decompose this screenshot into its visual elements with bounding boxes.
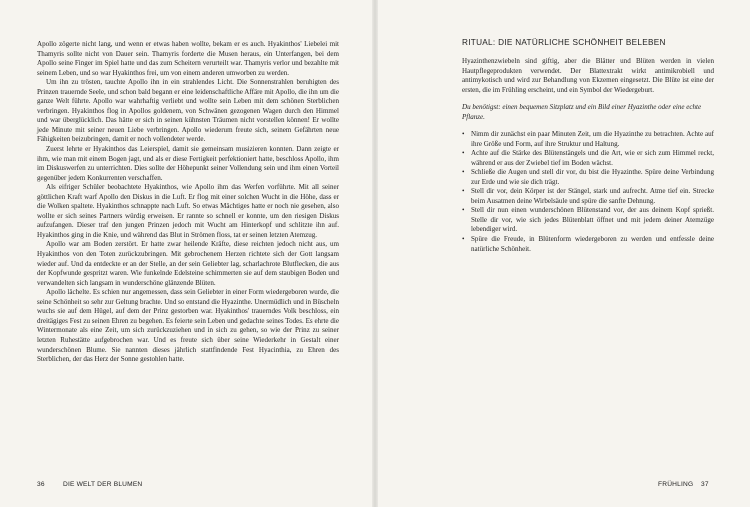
ritual-intro: [462, 57, 714, 95]
paragraph: Apollo lächelte. Es schien nur angemessen, dass sein Geliebter in einer Form wiedergeboren wurde, die seine Schönheit so sehr zur Geltung brachte. Und so entstand die Hyazinthe. Unermüdlich und in Büscheln wuchs sie auf dem Hügel, auf dem der Prinz gestorben war. Hyakinthos' trauerndes Volk beschloss, ein dreitägiges Fest zu seinen Ehren zu begehen. Es feierte sein Leben und gedachte seines Todes. Es ehrte die Wintermonate als eine Zeit, um sich zurückzuziehen und in sich zu gehen, so wie der Prinz zu seiner letzten Ruhestätte aufgebrochen war. Und es freute sich über seine Wiederkehr in Gestalt einer wunderschönen Blume. Sie nannten dieses jährlich stattfindende Fest Hyacinthia, zu Ehren des Sterblichen, der das Herz der Sonne gestohlen hatte.: [37, 288, 339, 364]
right-page: [375, 0, 750, 507]
materials-note: Du benötigst: einen bequemen Sitzplatz und ein Bild einer Hyazinthe oder eine echte Pflanze.: [462, 103, 702, 121]
intro-paragraph: Hyazinthenzwiebeln sind giftig, aber die Blätter und Blüten werden in vielen Hautpflegeprodukten verwendet. Der Blattextrakt wirkt antimikrobiell und antimykotisch und wird zur Behandlung von Ekzemen eingesetzt. Die Blüte ist eine der ersten, die im Frühling erscheint, und ein Symbol der Wiedergeburt.: [462, 57, 714, 94]
list-item: • Stell dir nun einen wunderschönen Blütenstand vor, der aus deinem Kopf sprießt. Stelle dir vor, wie sich jedes Blütenblatt öffnet und mit jedem deiner Atemzüge lebendiger wird.: [462, 206, 714, 235]
list-item: • Schließe die Augen und stell dir vor, du bist die Hyazinthe. Spüre deine Verbindung zur Erde und wie sie dich trägt.: [462, 168, 714, 187]
page-number-left: 36: [37, 481, 45, 488]
paragraph: Als eifriger Schüler beobachtete Hyakinthos, wie Apollo ihm das Werfen vorführte. Mit all seiner göttlichen Kraft warf Apollo den Diskus in die Luft. Er flog mit einer solchen Wucht in die Höhe, dass er die Wolken spaltete. Hyakinthos schnappte nach Luft. So etwas Mächtiges hatte er noch nie gesehen, also wollte er sich seines Partners würdig erweisen. Er rannte so schnell er konnte, um den riesigen Diskus aufzufangen. Dieser traf den jungen Prinzen jedoch mit Wucht am Hinterkopf und schlitzte ihn auf. Hyakinthos ging in die Knie, und während das Blut in Strömen floss, tat er seinen letzten Atemzug.: [37, 183, 339, 239]
paragraph: Apollo war am Boden zerstört. Er hatte zwar heilende Kräfte, diese reichten jedoch nicht aus, um Hyakinthos von den Toten zurückzubringen. Mit gebrochenem Herzen richtete sich der Gott langsam wieder auf. Und da entdeckte er an der Stelle, an der sein Geliebter lag, scharlachrote Blutflecken, die aus der Kopfwunde gespritzt waren. Wie funkelnde Edelsteine schimmerten sie auf dem staubigen Boden und verwandelten sich langsam in wunderschöne glänzende Blüten.: [37, 240, 339, 287]
list-item: • Spüre die Freude, in Blütenform wiedergeboren zu werden und entfessle deine natürliche Schönheit.: [462, 235, 714, 254]
running-title-left: DIE WELT DER BLUMEN: [63, 481, 143, 488]
list-item: • Achte auf die Stärke des Blütenstängels und die Art, wie er sich zum Himmel reckt, während er aus der Zwiebel tief im Boden wächst.: [462, 149, 714, 168]
ritual-heading: RITUAL: DIE NATÜRLICHE SCHÖNHEIT BELEBEN: [462, 38, 666, 47]
list-item: • Stell dir vor, dein Körper ist der Stängel, stark und aufrecht. Atme tief ein. Strecke beim Ausatmen deine Wirbelsäule und spüre die sanfte Dehnung.: [462, 187, 714, 206]
running-title-right: FRÜHLING: [658, 481, 694, 488]
ritual-steps-list: [462, 130, 714, 254]
paragraph: Zuerst lehrte er Hyakinthos das Leierspiel, damit sie gemeinsam musizieren konnten. Dann zeigte er ihm, wie man mit einem Bogen jagt, und als er diese Fertigkeit perfektioniert hatte, beschloss Apollo, ihm im Diskuswerfen zu unterrichten. Dies sollte der Höhepunkt seiner Vollendung sein und ihm einen Vorteil gegenüber jedem Konkurrenten verschaffen.: [37, 145, 339, 182]
page-number-right: 37: [701, 481, 709, 488]
left-body-text: [37, 40, 339, 365]
list-item: • Nimm dir zunächst ein paar Minuten Zeit, um die Hyazinthe zu betrachten. Achte auf ihre Größe und Form, auf ihre Struktur und Haltung.: [462, 130, 714, 149]
paragraph: Apollo zögerte nicht lang, und wenn er etwas haben wollte, bekam er es auch. Hyakinthos' Liebelei mit Thamyris sollte nicht von Dauer sein. Thamyris forderte die Musen heraus, ein Unterfangen, bei dem Apollo seine Finger im Spiel hatte und das zum Scheitern verurteilt war. Thamyris verlor und bezahlte mit seinem Leben, und so war Hyakinthos frei, um von einem anderen umworben zu werden.: [37, 40, 339, 77]
paragraph: Um ihn zu trösten, tauchte Apollo ihn in ein strahlendes Licht. Die Sonnenstrahlen beruhigten des Prinzen trauernde Seele, und schon bald begann er eine leidenschaftliche Affäre mit Apollo, die ihn um die ganze Welt führte. Apollo war wahrhaftig verliebt und wollte sein Leben mit dem schönen Sterblichen verbringen. Hyakinthos flog in Apollos goldenem, von Schwänen gezogenen Wagen durch den Himmel und war überglücklich. Das hätte er sich in seinen kühnsten Träumen nicht vorstellen können! Er wollte jede Minute mit seiner neuen Liebe verbringen. Apollo wiederum freute sich, seinem Gefährten neue Fähigkeiten beizubringen, damit er noch vollendeter werde.: [37, 78, 339, 144]
